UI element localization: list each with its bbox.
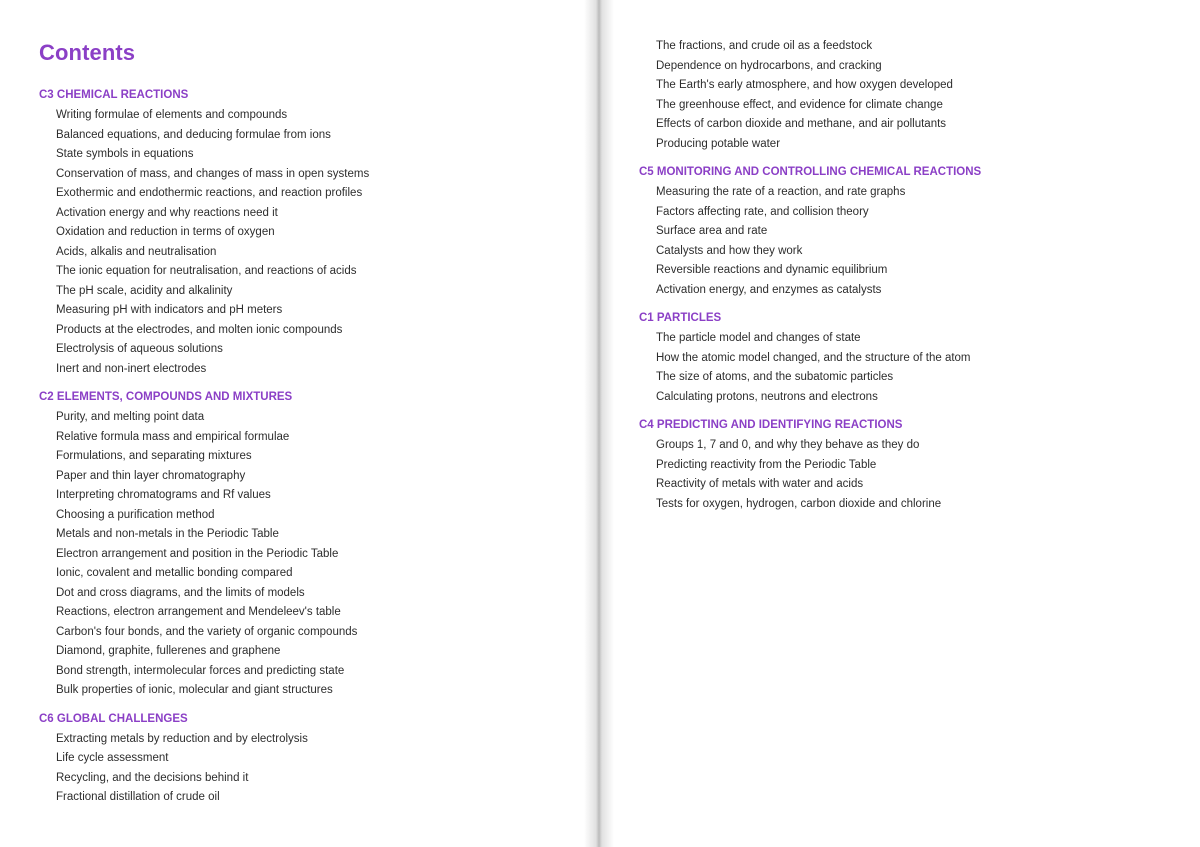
topic-item[interactable]: Life cycle assessment [56,752,169,764]
topic-item[interactable]: Electrolysis of aqueous solutions [56,343,223,355]
section-heading[interactable]: C2 ELEMENTS, COMPOUNDS AND MIXTURES [39,391,293,403]
topic-item[interactable]: The ionic equation for neutralisation, and reactions of acids [56,265,357,277]
topic-item[interactable]: The Earth's early atmosphere, and how oxygen developed [656,79,953,91]
topic-item[interactable]: Conservation of mass, and changes of mass in open systems [56,167,370,180]
topic-item[interactable]: The size of atoms, and the subatomic particles [656,371,894,383]
topic-item[interactable]: Reactions, electron arrangement and Mendeleev's table [56,606,341,618]
topic-item[interactable]: Balanced equations, and deducing formulae from ions [56,128,331,141]
topic-item[interactable]: Ionic, covalent and metallic bonding compared [56,567,293,579]
topic-item[interactable]: Surface area and rate [656,225,768,237]
topic-list [39,408,369,701]
topic-list [639,37,981,154]
topic-item[interactable]: Dependence on hydrocarbons, and cracking [656,59,882,72]
topic-item[interactable]: Electron arrangement and position in the Periodic Table [56,547,339,560]
topic-item[interactable]: Carbon's four bonds, and the variety of organic compounds [56,625,358,638]
topic-item[interactable]: Interpreting chromatograms and Rf values [56,489,271,501]
topic-item[interactable]: Catalysts and how they work [656,244,803,257]
right-contents-column [639,37,981,523]
topic-item[interactable]: The particle model and changes of state [656,332,861,344]
section-heading[interactable]: C3 CHEMICAL REACTIONS [39,89,189,101]
topic-list [639,183,981,300]
topic-item[interactable]: Oxidation and reduction in terms of oxygen [56,226,275,238]
topic-item[interactable]: Purity, and melting point data [56,411,205,423]
topic-item[interactable]: Reversible reactions and dynamic equilibrium [656,264,888,276]
topic-item[interactable]: Exothermic and endothermic reactions, and reaction profiles [56,187,363,199]
section-c1-particles [639,309,981,407]
topic-item[interactable]: Bulk properties of ionic, molecular and giant structures [56,684,333,696]
topic-item[interactable]: Tests for oxygen, hydrogen, carbon dioxide and chlorine [656,497,942,510]
topic-item[interactable]: Groups 1, 7 and 0, and why they behave as they do [656,439,920,451]
topic-item[interactable]: Diamond, graphite, fullerenes and graphene [56,645,281,657]
topic-item[interactable]: Dot and cross diagrams, and the limits of models [56,586,305,599]
section-heading[interactable]: C6 GLOBAL CHALLENGES [39,712,188,725]
left-page [0,0,598,847]
topic-item[interactable]: Metals and non-metals in the Periodic Table [56,528,279,540]
topic-item[interactable]: Factors affecting rate, and collision theory [656,205,869,218]
topic-item[interactable]: Choosing a purification method [56,508,215,521]
left-contents-column [39,86,369,817]
topic-item[interactable]: Measuring the rate of a reaction, and rate graphs [656,186,906,198]
section-heading[interactable]: C4 PREDICTING AND IDENTIFYING REACTIONS [639,419,903,431]
topic-item[interactable]: The fractions, and crude oil as a feedstock [656,40,873,52]
topic-item[interactable]: Paper and thin layer chromatography [56,469,246,482]
topic-item[interactable]: Predicting reactivity from the Periodic Table [656,458,877,471]
topic-item[interactable]: Activation energy and why reactions need it [56,206,278,219]
topic-item[interactable]: Measuring pH with indicators and pH meters [56,304,283,316]
topic-item[interactable]: Inert and non-inert electrodes [56,362,207,375]
topic-item[interactable]: Formulations, and separating mixtures [56,450,252,462]
topic-item[interactable]: Bond strength, intermolecular forces and predicting state [56,664,345,677]
topic-item[interactable]: State symbols in equations [56,148,194,160]
topic-list [39,106,369,379]
topic-item[interactable]: Effects of carbon dioxide and methane, and air pollutants [656,118,947,130]
section-heading[interactable]: C1 PARTICLES [639,312,722,324]
section-c5-monitoring-and-controlling-chemical-reactions [639,163,981,300]
right-page [598,0,1200,847]
topic-item[interactable]: Producing potable water [656,137,781,150]
topic-item[interactable]: How the atomic model changed, and the structure of the atom [656,351,971,364]
topic-list [39,730,369,808]
book-gutter-shadow [584,0,614,847]
topic-item[interactable]: Acids, alkalis and neutralisation [56,245,217,258]
section-c3-chemical-reactions [39,86,369,379]
topic-item[interactable]: Calculating protons, neutrons and electrons [656,390,878,403]
topic-item[interactable]: Products at the electrodes, and molten ionic compounds [56,323,343,336]
topic-list [639,329,981,407]
section-c6-global-challenges [39,710,369,808]
section-c4-predicting-and-identifying-reactions [639,416,981,514]
section-continued [639,37,981,154]
topic-item[interactable]: Recycling, and the decisions behind it [56,771,249,784]
topic-item[interactable]: Relative formula mass and empirical formulae [56,430,290,443]
section-heading[interactable]: C5 MONITORING AND CONTROLLING CHEMICAL REACTIONS [639,166,982,178]
section-c2-elements-compounds-and-mixtures [39,388,369,701]
topic-item[interactable]: Writing formulae of elements and compounds [56,109,288,121]
topic-item[interactable]: The greenhouse effect, and evidence for climate change [656,98,943,111]
topic-item[interactable]: Extracting metals by reduction and by electrolysis [56,732,308,745]
topic-item[interactable]: Reactivity of metals with water and acids [656,478,864,490]
topic-item[interactable]: Activation energy, and enzymes as catalysts [656,283,882,296]
topic-list [639,436,981,514]
page-title: Contents [39,40,136,65]
topic-item[interactable]: Fractional distillation of crude oil [56,791,220,803]
topic-item[interactable]: The pH scale, acidity and alkalinity [56,284,233,297]
